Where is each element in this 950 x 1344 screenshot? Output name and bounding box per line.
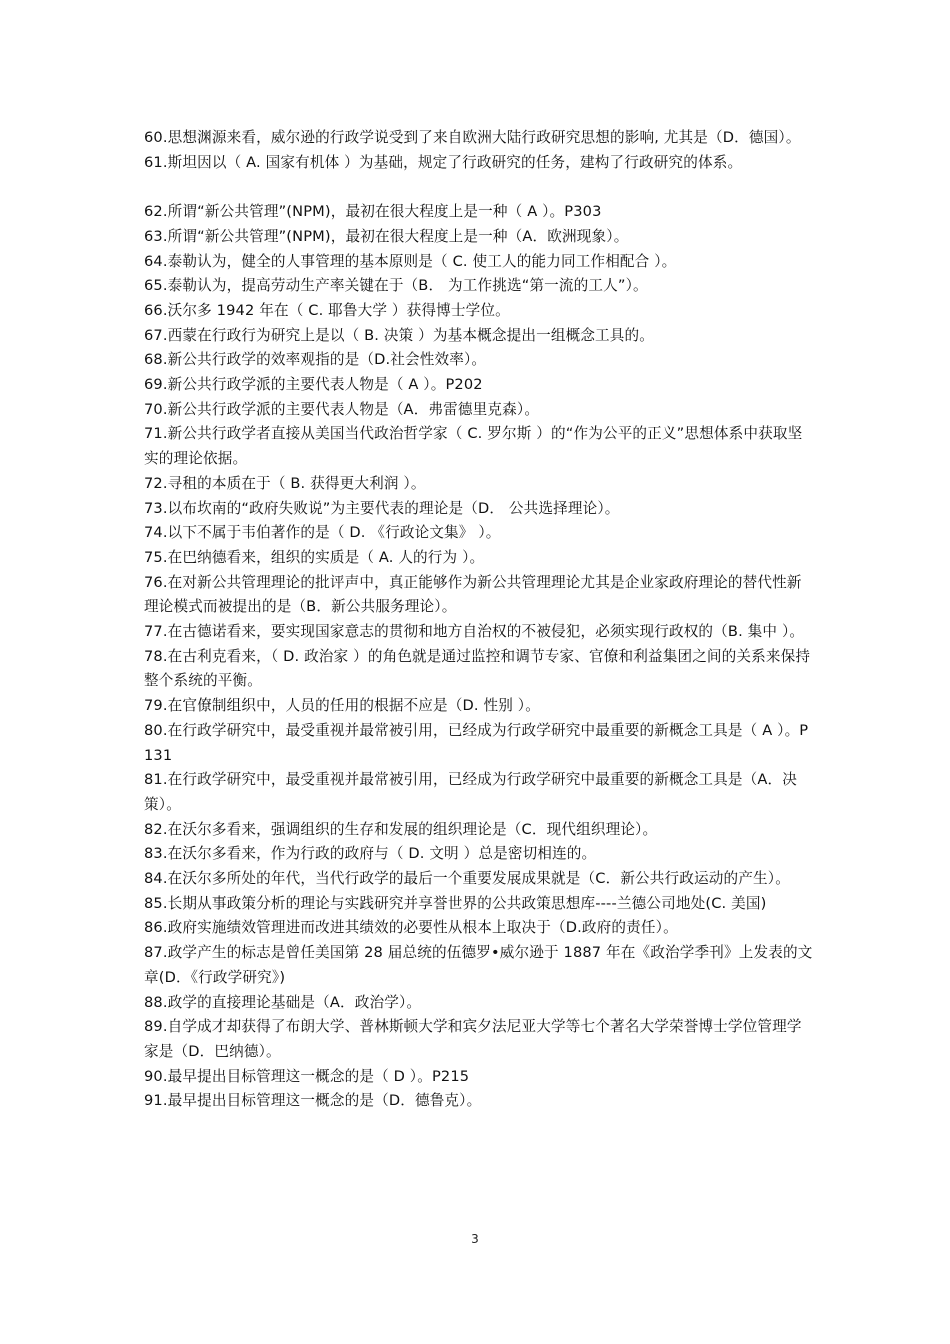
question-78: 78.在古利克看来，（ D. 政治家 ）的角色就是通过监控和调节专家、官僚和利益集团之间的关系来保持整个系统的平衡。 xyxy=(144,647,811,690)
question-71: 71.新公共行政学者直接从美国当代政治哲学家（ C. 罗尔斯 ）的“作为公平的正义”思想体系中获取坚实的理论依据。 xyxy=(144,425,803,468)
question-64: 64.泰勒认为，健全的人事管理的基本原则是（ C. 使工人的能力同工作相配合 ）。 xyxy=(144,252,677,270)
question-89: 89.自学成才却获得了布朗大学、普林斯顿大学和宾夕法尼亚大学等七个著名大学荣誉博士学位管理学家是（D．巴纳德）。 xyxy=(144,1018,802,1060)
question-65: 65.泰勒认为，提高劳动生产率关键在于（B． 为工作挑选“第一流的工人”）。 xyxy=(144,277,648,295)
question-90: 90.最早提出目标管理这一概念的是（ D ）。P215 xyxy=(144,1067,470,1085)
question-87: 87.政学产生的标志是曾任美国第 28 届总统的伍德罗•威尔逊于 1887 年在《政治学季刊》上发表的文章(D．《行政学研究》) xyxy=(144,944,813,986)
question-83: 83.在沃尔多看来，作为行政的政府与（ D. 文明 ）总是密切相连的。 xyxy=(144,845,597,863)
question-69: 69.新公共行政学派的主要代表人物是（ A ）。P202 xyxy=(144,376,483,394)
question-63: 63.所谓“新公共管理”(NPM)，最初在很大程度上是一种（A．欧洲现象）。 xyxy=(144,227,629,245)
question-88: 88.政学的直接理论基础是（A．政治学）。 xyxy=(144,993,422,1011)
page-number: 3 xyxy=(471,1232,479,1246)
question-72: 72.寻租的本质在于（ B. 获得更大利润 ）。 xyxy=(144,474,426,492)
question-68: 68.新公共行政学的效率观指的是（D.社会性效率）。 xyxy=(144,351,487,369)
question-82: 82.在沃尔多看来，强调组织的生存和发展的组织理论是（C．现代组织理论）。 xyxy=(144,820,658,838)
question-70: 70.新公共行政学派的主要代表人物是（A．弗雷德里克森）。 xyxy=(144,400,540,418)
question-86: 86.政府实施绩效管理进而改进其绩效的必要性从根本上取决于（D.政府的责任）。 xyxy=(144,919,678,937)
question-77: 77.在古德诺看来，要实现国家意志的贯彻和地方自治权的不被侵犯，必须实现行政权的（B. 集中 ）。 xyxy=(144,623,805,641)
question-80: 80.在行政学研究中，最受重视并最常被引用，已经成为行政学研究中最重要的新概念工具是（ A ）。P131 xyxy=(144,721,809,764)
question-84: 84.在沃尔多所处的年代，当代行政学的最后一个重要发展成果就是（C．新公共行政运动的产生）。 xyxy=(144,870,790,888)
question-67: 67.西蒙在行政行为研究上是以（ B. 决策 ）为基本概念提出一组概念工具的。 xyxy=(144,326,655,344)
question-81: 81.在行政学研究中，最受重视并最常被引用，已经成为行政学研究中最重要的新概念工具是（A．决策）。 xyxy=(144,771,798,813)
question-73: 73.以布坎南的“政府失败说”为主要代表的理论是（D． 公共选择理论）。 xyxy=(144,499,620,517)
question-85: 85.长期从事政策分析的理论与实践研究并享誉世界的公共政策思想库----兰德公司地处(C. 美国) xyxy=(144,894,767,912)
question-91: 91.最早提出目标管理这一概念的是（D．德鲁克）。 xyxy=(144,1092,482,1110)
question-60: 60.思想渊源来看，威尔逊的行政学说受到了来自欧洲大陆行政研究思想的影响, 尤其是（D．德国）。 xyxy=(144,129,801,146)
question-79: 79.在官僚制组织中，人员的任用的根据不应是（D. 性别 ）。 xyxy=(144,697,540,715)
question-66: 66.沃尔多 1942 年在（ C. 耶鲁大学 ）获得博士学位。 xyxy=(144,301,510,319)
question-62: 62.所谓“新公共管理”(NPM)，最初在很大程度上是一种（ A ）。P303 xyxy=(144,203,602,221)
question-75: 75.在巴纳德看来，组织的实质是（ A. 人的行为 ）。 xyxy=(144,548,485,566)
question-76: 76.在对新公共管理理论的批评声中，真正能够作为新公共管理理论尤其是企业家政府理论的替代性新理论模式而被提出的是（B．新公共服务理论）。 xyxy=(144,573,802,616)
blank-line xyxy=(144,175,814,200)
question-61: 61.斯坦因以（ A. 国家有机体 ）为基础，规定了行政研究的任务，建构了行政研究的体系。 xyxy=(144,153,743,171)
question-list xyxy=(144,126,814,1114)
question-74: 74.以下不属于韦伯著作的是（ D. 《行政论文集》 ）。 xyxy=(144,524,501,542)
